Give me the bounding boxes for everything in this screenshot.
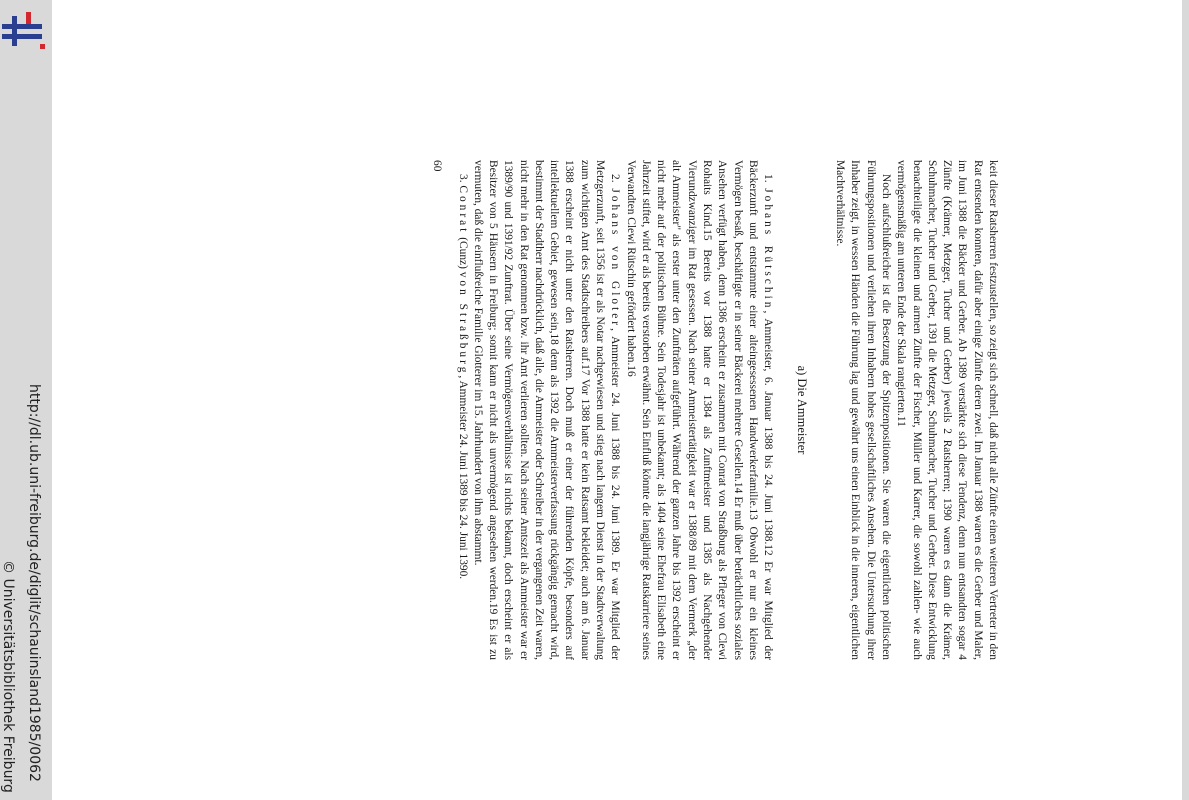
person-name: Conrat [456,185,469,235]
person-name: Johans Rütschin [762,188,775,311]
paragraph: Noch aufschlußreicher ist die Besetzung der Spitzenpositionen. Sie waren die eigentlichen politischen Führungspositionen und verliehen ihren Inhabern hohes gesellschaftliches Ansehen. Die Untersuchung ihrer Inhaber zeigt, in wessen Händen die Führung lag und gewährt uns einen Einblick in die inneren, eigentlichen Machtverhältnisse. [834,160,893,660]
rotated-page-content [260,160,1000,660]
paragraph-text: , Ammeister, 6. Januar 1388 bis 24. Juni 1388.12 Er war Mitglied der Bäckerzunft und entstammte einer alteingesessenen Handwerkerfamilie.13 Obwohl er nur ein kleines Vermögen besaß, beschäftigte er in seiner Bäckerei mehrere Gesellen.14 Er muß über beträchtliches soziales Ansehen verfügt haben, denn 1386 erscheint er zusammen mit Conrat von Straßburg als Pfleger von Clewi Rohaits Kind.15 Bereits vor 1388 hatte er 1384 als Zunftmeister und 1385 als Nachgehender Vierundzwanziger im Rat gesessen. Nach seiner Ammeistertätigkeit war er 1388/89 mit dem Vermerk „der alt Ammeister" als erster unter den Zunfträten aufgeführt. Während der ganzen Jahre bis 1392 erscheint er nicht mehr auf der politischen Bühne. Sein Todesjahr ist unbekannt; als 1404 seine Ehefrau Elisabeth eine Jahrzeit stiftet, wird er als bereits verstorben erwähnt. Sein Einfluß könnte die langjährige Ratskarriere seines Verwandten Clewi Rütschin gefördert haben.16 [624,160,775,661]
copyright-text: © Universitätsbibliothek Freiburg [0,560,16,793]
paragraph [622,160,775,660]
person-name: Johans von Gloter [609,188,622,329]
section-heading: a) Die Ammeister [794,365,809,455]
paragraph: keit dieser Ratsherren festzustellen, so zeigt sich schnell, daß nicht alle Zünfte einen weiteren Vertreter in den Rat entsenden konnten, dafür aber einige Zünfte deren zwei. Im Januar 1388 waren es die Gerber und Maler, im Juni 1388 die Bäcker und Gerber. Ab 1389 verstärkte sich diese Tendenz, denn nun entsandten sogar 4 Zünfte (Krämer, Metzger, Tucher und Gerber) jeweils 2 Ratsherren; 1390 waren es dann die Krämer, Schuhmacher, Tucher und Gerber, 1391 die Metzger, Schuhmacher, Tucher und Gerber. Diese Entwicklung benachteiligte die kleinen und armen Zünfte der Fischer, Müller und Karrer, die sowohl zahlen- wie auch vermögensmäßig am unteren Ende der Skala rangierten.11 [895,160,999,660]
paragraph [454,160,469,660]
paragraph-text: (Cunz) [456,234,469,272]
list-number: 2. [609,174,622,189]
paragraph-text: , Ammeister 24. Juni 1389 bis 24. Juni 1390. [456,375,469,580]
page-edge [1182,0,1189,800]
document-text [429,160,1000,660]
paragraph-text: , Ammeister 24. Juni 1388 bis 24. Juni 1389. Er war Mitglied der Metzgerzunft, seit 1356 ist er als Notar nachgewiesen und stieg nach langem Dienst in der Stadtverwaltung zum wichtigen Amt des Stadtschreibers auf.17 Vor 1388 hatte er kein Ratsamt bekleidet; auch am 6. Januar 1388 erscheint er nicht unter den Ratsherren. Doch muß er einer der führenden Köpfe, besonders auf intellektuellem Gebiet, gewesen sein,18 denn als 1392 die Ammeisterverfassung rückgängig gemacht wird, bestimmt der Stadtherr nachdrücklich, daß alle, die Ammeister oder Schreiber in der vergangenen Zeit waren, nicht mehr in den Rat genommen bzw. ihr Amt verlieren sollten. Nach seiner Amtszeit als Ammeister war er 1389/90 und 1391/92 Zunftrat. Über seine Vermögensverhältnisse ist nichts bekannt, doch erscheint er als Besitzer von 5 Häusern in Freiburg; somit kann er nicht als unvermögend angesehen werden.19 Es ist zu vermuten, daß die einflußreiche Familie Glotterer im 15. Jahrhundert von ihm abstammt. [471,160,622,661]
paragraph [470,160,623,660]
source-url[interactable]: http://dl.ub.uni-freiburg.de/diglit/schauinsland1985/0062 [26,384,42,782]
viewer-sidebar [0,0,52,800]
list-number: 1. [762,174,775,189]
list-number: 3. [456,174,469,186]
person-name: von Straßburg [456,271,469,376]
page-number: 60 [431,160,444,172]
